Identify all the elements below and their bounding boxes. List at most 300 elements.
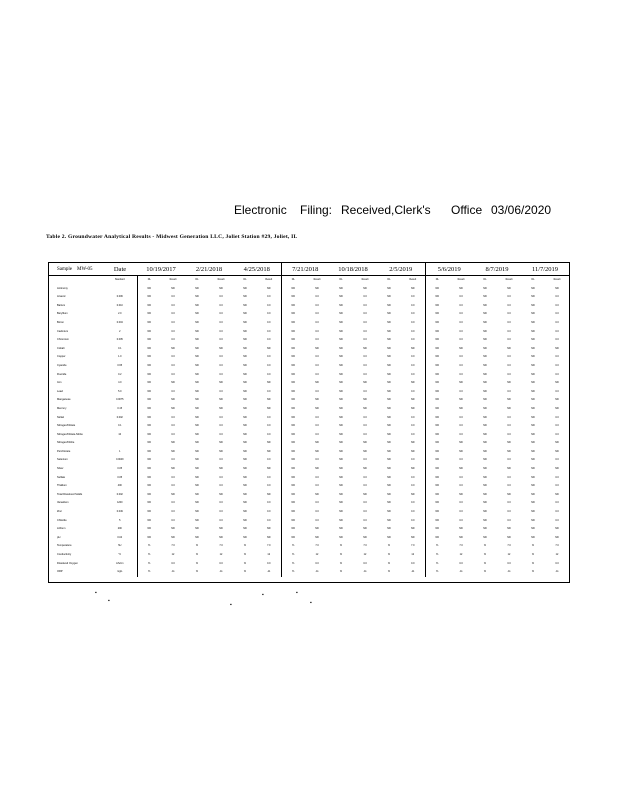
result-cell: 0.0 [401, 508, 425, 517]
result-cell: ND [257, 439, 281, 448]
detection-limit-cell: ND [147, 372, 151, 376]
standard-value: 0.006 [103, 293, 137, 302]
table-row [49, 534, 569, 543]
standard-value: 0.65 [103, 362, 137, 371]
result-cell: 0.0 [315, 312, 319, 316]
result-cell: 0.0 [257, 499, 281, 508]
result-cell: 0.0 [219, 372, 223, 376]
result-cell: 0.0 [459, 320, 463, 324]
detection-limit-cell: ND [291, 363, 295, 367]
sub-header-cell: DL [195, 278, 199, 281]
result-cell: ND [459, 467, 463, 471]
result-cell: ND [555, 492, 559, 496]
detection-limit-cell: ND [243, 406, 247, 410]
result-cell: 0.0 [219, 363, 223, 367]
result-cell: 0.0 [257, 353, 281, 362]
detection-limit-cell: ND [531, 449, 535, 453]
detection-limit-cell: % [292, 544, 295, 548]
standard-value: 0.05 [103, 465, 137, 474]
detection-limit-cell: ND [147, 458, 151, 462]
detection-limit-cell: ND [387, 535, 391, 539]
parameter-name: Perchlorate [57, 449, 71, 453]
result-cell: 0.0 [171, 432, 175, 436]
detection-limit-cell: ND [339, 381, 343, 385]
standard-value: 0.004 [103, 319, 137, 328]
result-cell: 0.0 [315, 458, 319, 462]
detection-limit-cell: ND [243, 467, 247, 471]
parameter-name: Cobalt [57, 346, 65, 350]
result-cell: 0.0 [459, 424, 463, 428]
result-cell: 0.0 [257, 508, 281, 517]
detection-limit-cell: % [148, 553, 151, 556]
sample-header [49, 263, 103, 276]
result-cell: 0.0 [219, 355, 223, 359]
detection-limit-cell: ND [291, 381, 295, 385]
result-cell: ND [401, 465, 425, 474]
detection-limit-cell: % [292, 570, 295, 574]
result-cell: 0.0 [171, 355, 175, 359]
detection-limit-cell: ND [531, 492, 535, 496]
result-cell: ND [555, 286, 559, 290]
result-cell: 0.0 [315, 484, 319, 488]
result-cell: 0.0 [219, 295, 223, 299]
result-cell: 0.0 [363, 295, 367, 299]
detection-limit-cell: ND [195, 518, 199, 522]
parameter-name: Thallium [57, 484, 67, 488]
detection-limit-cell: ND [291, 535, 295, 539]
detection-limit-cell: ND [147, 406, 151, 410]
result-cell: ND [401, 448, 425, 457]
parameter-name: Selenium [57, 458, 68, 462]
scan-mark: ▪ [310, 600, 312, 606]
detection-limit-cell: ND [387, 415, 391, 419]
detection-limit-cell: % [243, 553, 247, 556]
result-cell: 0.0 [315, 561, 319, 565]
sub-header-cell: Standard [103, 276, 137, 285]
result-cell: ND [555, 398, 559, 402]
scan-mark: ▪ [262, 592, 264, 598]
detection-limit-cell: ND [195, 510, 199, 514]
result-cell: 12 [459, 553, 463, 556]
result-cell: 0.0 [401, 353, 425, 362]
result-cell: 0.0 [219, 510, 223, 514]
sub-header-cell: DL [147, 278, 151, 281]
result-cell: 0.0 [315, 355, 319, 359]
result-cell: 0.0 [219, 320, 223, 324]
detection-limit-cell: ND [339, 389, 343, 393]
result-cell: 7.0 [315, 544, 319, 548]
detection-limit-cell: ND [195, 312, 199, 316]
result-cell: 0.0 [507, 329, 511, 333]
result-cell: 0.0 [459, 372, 463, 376]
result-cell: 0.0 [507, 561, 511, 565]
result-cell: 0.0 [363, 389, 367, 393]
result-cell: ND [555, 346, 559, 350]
result-cell: 0.0 [459, 303, 463, 307]
result-cell: 0.0 [555, 372, 559, 376]
result-cell: 0.0 [555, 329, 559, 333]
result-cell: 0.0 [363, 484, 367, 488]
detection-limit-cell: ND [387, 527, 391, 531]
sub-header-cell: DL [435, 278, 439, 281]
result-cell: 0.0 [257, 310, 281, 319]
detection-limit-cell: ND [291, 338, 295, 342]
detection-limit-cell: ND [339, 286, 343, 290]
detection-limit-cell: ND [531, 303, 535, 307]
detection-limit-cell: ND [387, 389, 391, 393]
detection-limit-cell: ND [483, 295, 487, 299]
detection-limit-cell: ND [291, 320, 295, 324]
result-cell: 0.0 [363, 475, 367, 479]
result-cell: ND [171, 535, 175, 539]
result-cell: 0.0 [459, 518, 463, 522]
result-cell: ND [171, 467, 175, 471]
detection-limit-cell: ND [291, 527, 295, 531]
table-row [49, 491, 569, 500]
detection-limit-cell: ND [531, 355, 535, 359]
result-cell: 0.0 [171, 510, 175, 514]
result-cell: 0.0 [257, 302, 281, 311]
page-footer-marks [0, 590, 618, 610]
result-cell: 0.0 [507, 312, 511, 316]
detection-limit-cell: ND [147, 389, 151, 393]
detection-limit-cell: ND [243, 501, 247, 505]
result-cell: 0.0 [219, 303, 223, 307]
detection-limit-cell: ND [243, 372, 247, 376]
result-cell: ND [363, 381, 367, 385]
table-row [49, 448, 569, 457]
detection-limit-cell: ND [387, 338, 391, 342]
date-column-header: 2/5/2019 [377, 263, 425, 276]
parameter-name: Nitrogen/Nitrate-Nitrite [57, 432, 83, 436]
detection-limit-cell: ND [195, 363, 199, 367]
stamp-word-electronic: Electronic [234, 203, 287, 217]
result-cell: 7.0 [257, 542, 281, 551]
result-cell: 0.0 [507, 295, 511, 299]
detection-limit-cell: ND [147, 432, 151, 436]
parameter-name: Total Dissolved Solids [57, 492, 83, 496]
detection-limit-cell: ND [243, 475, 247, 479]
result-cell: 0.0 [315, 415, 319, 419]
result-cell: 0.0 [363, 458, 367, 462]
result-cell: 0.0 [507, 363, 511, 367]
detection-limit-cell: ND [387, 501, 391, 505]
result-cell: 0.0 [401, 328, 425, 337]
result-cell: 0.0 [459, 475, 463, 479]
result-cell: 0.0 [507, 355, 511, 359]
sub-header-cell: Result [457, 278, 465, 281]
result-cell: 0.0 [401, 414, 425, 423]
detection-limit-cell: % [148, 561, 151, 565]
detection-limit-cell: ND [339, 363, 343, 367]
result-cell: 0.0 [555, 389, 559, 393]
result-cell: 0.0 [171, 518, 175, 522]
detection-limit-cell: ND [243, 535, 247, 539]
standard-value: 2 [103, 328, 137, 337]
detection-limit-cell: ND [483, 475, 487, 479]
parameter-name: Beryllium [57, 312, 68, 316]
result-cell: ND [459, 441, 463, 445]
result-cell: 0.0 [171, 320, 175, 324]
result-cell: 0.0 [459, 458, 463, 462]
detection-limit-cell: ND [387, 381, 391, 385]
result-cell: 0.0 [507, 424, 511, 428]
result-cell: 0.0 [171, 424, 175, 428]
table-row [49, 542, 569, 551]
detection-limit-cell: ND [243, 518, 247, 522]
result-cell: 12 [507, 553, 511, 556]
detection-limit-cell: ND [291, 492, 295, 496]
result-cell: ND [363, 286, 367, 290]
detection-limit-cell: ND [339, 338, 343, 342]
result-cell: 0.0 [459, 312, 463, 316]
result-cell: ND [507, 492, 511, 496]
result-cell: ND [171, 346, 175, 350]
detection-limit-cell: ND [339, 355, 343, 359]
result-cell: 0.0 [257, 388, 281, 397]
detection-limit-cell: ND [435, 329, 439, 333]
parameter-name: Chromium [57, 338, 69, 342]
detection-limit-cell: ND [339, 527, 343, 531]
result-cell: ND [257, 379, 281, 388]
stamp-word-filing: Filing: [300, 203, 333, 217]
result-cell: ND [171, 381, 175, 385]
standard-value: 4.0 [103, 379, 137, 388]
parameter-name: Antimony [57, 286, 68, 290]
detection-limit-cell: ND [387, 329, 391, 333]
result-cell: 0.0 [219, 389, 223, 393]
result-cell: 0.0 [315, 329, 319, 333]
detection-limit-cell: ND [339, 475, 343, 479]
parameter-name: Nitrogen/Nitrate [57, 424, 76, 428]
result-cell: 12 [219, 553, 223, 556]
parameter-name: Arsenic [57, 295, 66, 299]
detection-limit-cell: ND [387, 312, 391, 316]
detection-limit-cell: ND [531, 406, 535, 410]
parameter-name: Lead [57, 389, 63, 393]
parameter-name: Vanadium [57, 501, 69, 505]
result-cell: ND [257, 525, 281, 534]
parameter-name: Nitrogen/Nitrite [57, 441, 75, 445]
result-cell: 0.0 [257, 293, 281, 302]
detection-limit-cell: ND [339, 372, 343, 376]
detection-limit-cell: ND [531, 363, 535, 367]
result-cell: 0.0 [555, 518, 559, 522]
result-cell: ND [219, 346, 223, 350]
result-cell: ND [315, 441, 319, 445]
result-cell: 0.0 [171, 561, 175, 565]
detection-limit-cell: ND [195, 492, 199, 496]
result-cell: 0.0 [257, 328, 281, 337]
parameter-name: Fluoride [57, 372, 67, 376]
detection-limit-cell: ND [291, 467, 295, 471]
detection-limit-cell: ND [435, 355, 439, 359]
result-cell: ND [219, 535, 223, 539]
result-cell: 0.0 [507, 510, 511, 514]
parameter-name: Iron [57, 381, 62, 385]
detection-limit-cell: ND [195, 398, 199, 402]
detection-limit-cell: ND [435, 501, 439, 505]
result-cell: ND [507, 406, 511, 410]
table-row [49, 414, 569, 423]
result-cell: ND [257, 534, 281, 543]
result-cell: ND [363, 527, 367, 531]
result-cell: 12 [363, 553, 367, 556]
standard-value: 0.2 [103, 371, 137, 380]
result-cell: 0.0 [459, 295, 463, 299]
detection-limit-cell: ND [531, 346, 535, 350]
result-cell: 0.0 [257, 336, 281, 345]
detection-limit-cell: ND [291, 329, 295, 333]
detection-limit-cell: ND [531, 381, 535, 385]
detection-limit-cell: ND [435, 492, 439, 496]
detection-limit-cell: ND [195, 441, 199, 445]
table-row [49, 474, 569, 483]
result-cell: 0.0 [555, 355, 559, 359]
result-cell: 0.0 [363, 424, 367, 428]
detection-limit-cell: ND [147, 303, 151, 307]
detection-limit-cell: ND [339, 492, 343, 496]
result-cell: 0.0 [555, 303, 559, 307]
detection-limit-cell: ND [483, 363, 487, 367]
detection-limit-cell: ND [435, 303, 439, 307]
detection-limit-cell: ND [339, 398, 343, 402]
result-cell: 0.0 [363, 372, 367, 376]
detection-limit-cell: ND [435, 449, 439, 453]
standard-value: °C [103, 551, 137, 560]
table-row [49, 293, 569, 302]
sub-header-cell: Result [505, 278, 513, 281]
result-cell: 0.0 [555, 475, 559, 479]
sub-header-row [49, 276, 569, 285]
result-cell: 0.0 [401, 422, 425, 431]
result-cell: 0.0 [507, 320, 511, 324]
result-cell: 0.0 [171, 295, 175, 299]
result-cell: 7.0 [219, 544, 223, 548]
result-cell: ND [507, 286, 511, 290]
result-cell: 0.0 [257, 414, 281, 423]
parameter-name: Dissolved Oxygen [57, 561, 78, 565]
standard-value: 200 [103, 525, 137, 534]
result-cell: 0.0 [555, 415, 559, 419]
detection-limit-cell: ND [339, 467, 343, 471]
detection-limit-cell: ND [483, 312, 487, 316]
scan-mark: ▪ [95, 590, 97, 596]
table-row [49, 439, 569, 448]
table-row [49, 508, 569, 517]
detection-limit-cell: ND [387, 295, 391, 299]
result-cell: 0.0 [219, 484, 223, 488]
detection-limit-cell: ND [243, 295, 247, 299]
detection-limit-cell: ND [147, 535, 151, 539]
sub-header-cell: DL [291, 278, 295, 281]
detection-limit-cell: % [387, 561, 391, 565]
detection-limit-cell: ND [291, 484, 295, 488]
detection-limit-cell: ND [339, 501, 343, 505]
detection-limit-cell: ND [387, 346, 391, 350]
detection-limit-cell: ND [291, 424, 295, 428]
detection-limit-cell: ND [483, 415, 487, 419]
detection-limit-cell: ND [483, 320, 487, 324]
detection-limit-cell: ND [339, 432, 343, 436]
detection-limit-cell: % [243, 561, 247, 565]
detection-limit-cell: % [436, 570, 439, 574]
result-cell: ND [507, 398, 511, 402]
result-cell: -11 [459, 570, 463, 574]
result-cell: ND [507, 535, 511, 539]
standard-value: 0.0075 [103, 396, 137, 405]
date-header: Date [103, 263, 137, 276]
result-cell: 0.0 [401, 560, 425, 569]
result-cell: 0.0 [171, 475, 175, 479]
result-cell: 0.0 [257, 371, 281, 380]
detection-limit-cell: ND [195, 389, 199, 393]
detection-limit-cell: ND [483, 372, 487, 376]
result-cell: ND [219, 492, 223, 496]
detection-limit-cell: ND [483, 518, 487, 522]
detection-limit-cell: ND [483, 406, 487, 410]
detection-limit-cell: % [243, 570, 247, 574]
detection-limit-cell: ND [483, 484, 487, 488]
result-cell: ND [171, 492, 175, 496]
detection-limit-cell: ND [243, 449, 247, 453]
detection-limit-cell: ND [339, 295, 343, 299]
detection-limit-cell: ND [531, 320, 535, 324]
parameter-name: Cadmium [57, 329, 69, 333]
result-cell: 0.0 [507, 338, 511, 342]
detection-limit-cell: ND [243, 415, 247, 419]
result-cell: 0.0 [315, 424, 319, 428]
result-cell: 0.0 [219, 415, 223, 419]
detection-limit-cell: ND [435, 363, 439, 367]
detection-limit-cell: % [436, 544, 439, 548]
detection-limit-cell: ND [387, 510, 391, 514]
standard-value [103, 285, 137, 294]
detection-limit-cell: ND [339, 441, 343, 445]
result-cell: 0.0 [555, 338, 559, 342]
detection-limit-cell: ND [339, 329, 343, 333]
result-cell: 0.0 [171, 389, 175, 393]
standard-value: 1200 [103, 499, 137, 508]
result-cell: 7.0 [459, 544, 463, 548]
detection-limit-cell: ND [195, 458, 199, 462]
detection-limit-cell: ND [243, 441, 247, 445]
detection-limit-cell: ND [195, 475, 199, 479]
result-cell: ND [401, 379, 425, 388]
detection-limit-cell: % [483, 561, 487, 565]
detection-limit-cell: ND [435, 398, 439, 402]
standard-value: SU [103, 542, 137, 551]
table-row [49, 336, 569, 345]
detection-limit-cell: ND [195, 303, 199, 307]
detection-limit-cell: ND [195, 467, 199, 471]
result-cell: ND [257, 448, 281, 457]
detection-limit-cell: ND [243, 338, 247, 342]
sub-header-cell: DL [339, 278, 343, 281]
result-cell: 0.0 [363, 363, 367, 367]
detection-limit-cell: ND [243, 286, 247, 290]
detection-limit-cell: ND [483, 389, 487, 393]
table-row [49, 517, 569, 526]
table-row [49, 499, 569, 508]
detection-limit-cell: ND [435, 312, 439, 316]
result-cell: ND [315, 286, 319, 290]
result-cell: 0.0 [363, 338, 367, 342]
table-row [49, 551, 569, 560]
result-cell: 0.0 [555, 432, 559, 436]
detection-limit-cell: ND [339, 320, 343, 324]
detection-limit-cell: ND [291, 441, 295, 445]
